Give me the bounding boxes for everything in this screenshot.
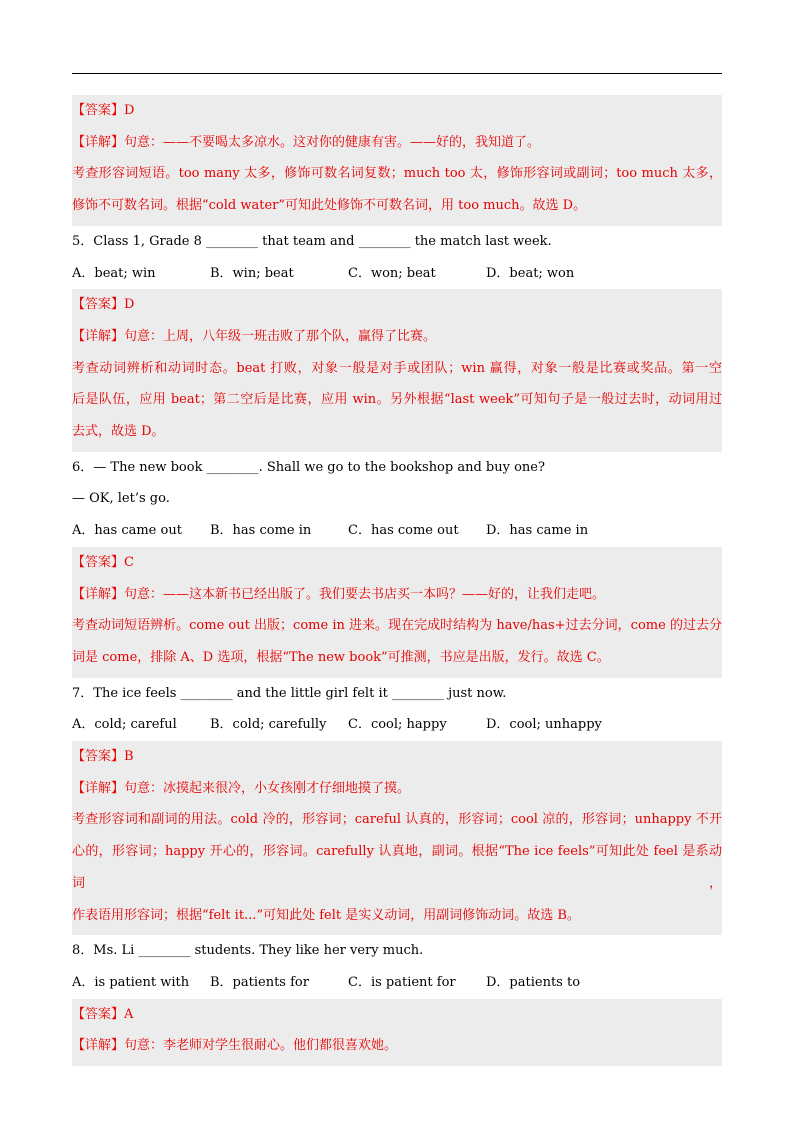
answer-box-q4 bbox=[72, 95, 722, 226]
answer-line bbox=[72, 999, 722, 1031]
option-a: A．is patient with bbox=[72, 974, 190, 990]
detail-text: 句意：李老师对学生很耐心。他们都很喜欢她。 bbox=[124, 1038, 398, 1054]
answer-box-q5 bbox=[72, 289, 722, 452]
option-b: B．patients for bbox=[210, 974, 309, 990]
option-b: B．cold; carefully bbox=[210, 717, 327, 733]
detail-line bbox=[72, 773, 722, 805]
detail-line: 去式，故选 D。 bbox=[72, 424, 165, 440]
question-stem: — OK, let’s go. bbox=[72, 491, 170, 507]
answer-tag: 【答案】 bbox=[72, 1006, 125, 1022]
option-c: C．won; beat bbox=[348, 265, 436, 281]
answer-tag: 【答案】 bbox=[72, 297, 125, 313]
answer-value: D bbox=[124, 297, 135, 313]
detail-line: 后是队伍，应用 beat；第二空后是比赛，应用 win。另外根据“last week”可知句子是一般过去时，动词用过 bbox=[72, 392, 722, 408]
detail-line bbox=[72, 1030, 722, 1062]
answer-tag: 【答案】 bbox=[72, 103, 125, 118]
detail-line: 修饰不可数名词。根据“cold water”可知此处修饰不可数名词，用 too much。故选 D。 bbox=[72, 198, 587, 214]
option-d: D．beat; won bbox=[486, 265, 575, 281]
question-stem: 6．— The new book ________. Shall we go to the bookshop and buy one? bbox=[72, 459, 545, 475]
detail-text: 句意：——这本新书已经出版了。我们要去书店买一本吗？——好的，让我们走吧。 bbox=[124, 586, 606, 602]
question-stem: 7．The ice feels ________ and the little girl felt it ________ just now. bbox=[72, 685, 507, 701]
detail-line: 考查形容词短语。too many 太多，修饰可数名词复数；much too 太，修饰形容词或副词；too much 太多， bbox=[72, 166, 722, 182]
option-d: D．patients to bbox=[486, 974, 581, 990]
detail-line: 作表语用形容词；根据“felt it...”可知此处 felt 是实义动词，用副词修饰动词。故选 B。 bbox=[72, 907, 580, 923]
options-row bbox=[72, 709, 722, 741]
option-c: C．cool; happy bbox=[348, 717, 447, 733]
detail-tag: 【详解】 bbox=[72, 328, 125, 344]
detail-line bbox=[72, 579, 722, 611]
option-b: B．has come in bbox=[210, 523, 312, 539]
options-row bbox=[72, 515, 722, 547]
options-row bbox=[72, 967, 722, 999]
detail-tag: 【详解】 bbox=[72, 586, 125, 602]
detail-tag: 【详解】 bbox=[72, 1038, 125, 1054]
option-d: D．has came in bbox=[486, 523, 589, 539]
detail-line bbox=[72, 127, 722, 159]
question-stem: 5．Class 1, Grade 8 ________ that team and ________ the match last week. bbox=[72, 233, 552, 249]
answer-tag: 【答案】 bbox=[72, 749, 125, 765]
answer-line bbox=[72, 741, 722, 773]
detail-text: 句意：上周，八年级一班击败了那个队，赢得了比赛。 bbox=[124, 328, 437, 344]
option-a: A．has came out bbox=[72, 523, 182, 539]
answer-tag: 【答案】 bbox=[72, 554, 125, 570]
option-c: C．is patient for bbox=[348, 974, 456, 990]
answer-value: C bbox=[124, 554, 134, 570]
option-c: C．has come out bbox=[348, 523, 459, 539]
answer-line bbox=[72, 289, 722, 321]
detail-line: 考查动词短语辨析。come out 出版；come in 进来。现在完成时结构为 have/has+过去分词，come 的过去分 bbox=[72, 618, 722, 634]
answer-line bbox=[72, 547, 722, 579]
options-row bbox=[72, 258, 722, 290]
detail-text: 句意：——不要喝太多凉水。这对你的健康有害。——好的，我知道了。 bbox=[124, 134, 541, 150]
option-a: A．beat; win bbox=[72, 265, 156, 281]
answer-value: B bbox=[124, 749, 134, 765]
detail-tag: 【详解】 bbox=[72, 134, 125, 150]
detail-line: 考查动词辨析和动词时态。beat 打败，对象一般是对手或团队；win 赢得，对象一般是比赛或奖品。第一空 bbox=[72, 360, 722, 376]
answer-value: A bbox=[124, 1006, 134, 1022]
answer-box-q6 bbox=[72, 547, 722, 678]
option-d: D．cool; unhappy bbox=[486, 717, 602, 733]
detail-tag: 【详解】 bbox=[72, 780, 125, 796]
answer-box-q8 bbox=[72, 999, 722, 1066]
answer-value: D bbox=[124, 103, 135, 118]
detail-text: 句意：冰摸起来很冷，小女孩刚才仔细地摸了摸。 bbox=[124, 780, 411, 796]
option-b: B．win; beat bbox=[210, 265, 294, 281]
option-a: A．cold; careful bbox=[72, 717, 177, 733]
detail-line bbox=[72, 321, 722, 353]
detail-line: 心的，形容词；happy 开心的，形容词。carefully 认真地，副词。根据“The ice feels”可知此处 feel 是系动词， bbox=[72, 844, 722, 891]
question-stem: 8．Ms. Li ________ students. They like her very much. bbox=[72, 943, 424, 959]
detail-line: 考查形容词和副词的用法。cold 冷的，形容词；careful 认真的，形容词；cool 凉的，形容词；unhappy 不开 bbox=[72, 812, 722, 828]
answer-line bbox=[72, 95, 722, 127]
detail-line: 词是 come，排除 A、D 选项，根据“The new book”可推测，书应是出版，发行。故选 C。 bbox=[72, 649, 610, 665]
header-rule bbox=[72, 73, 722, 74]
answer-box-q7 bbox=[72, 741, 722, 935]
page-content bbox=[72, 95, 722, 1066]
